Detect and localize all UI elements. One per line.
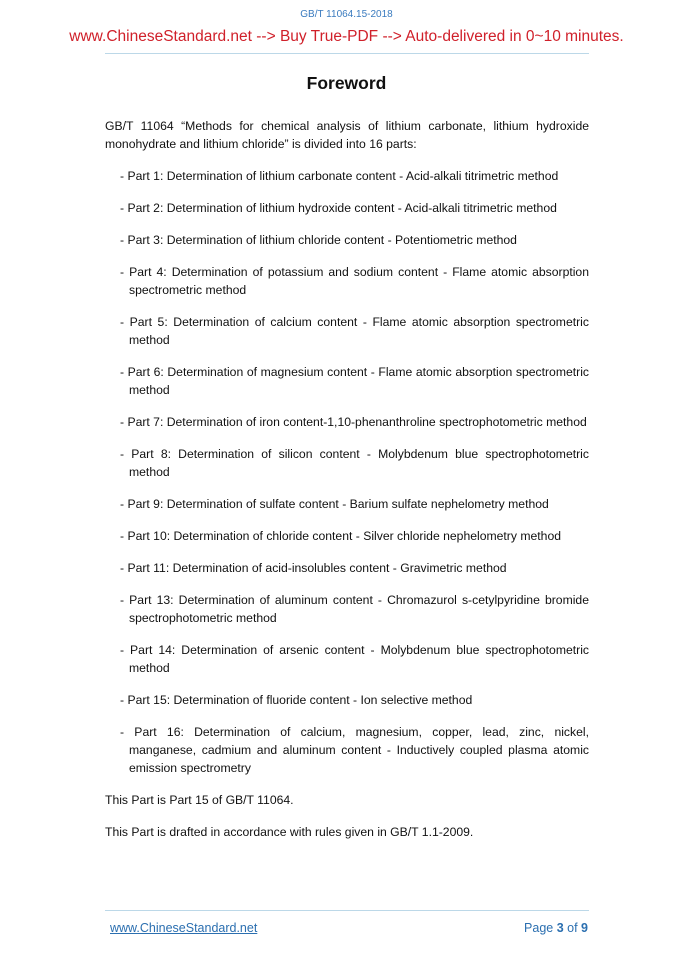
list-item: - Part 16: Determination of calcium, magnesium, copper, lead, zinc, nickel, manganese, cadmium and aluminum content - Inductively coupled plasma atomic emission spectrometry — [120, 725, 589, 775]
closing-paragraph: This Part is drafted in accordance with rules given in GB/T 1.1-2009. — [105, 825, 474, 839]
footer-divider — [105, 910, 589, 911]
list-item: - Part 7: Determination of iron content-1,10-phenanthroline spectrophotometric method — [120, 415, 587, 429]
list-item: - Part 8: Determination of silicon content - Molybdenum blue spectrophotometric method — [120, 447, 589, 479]
page-of-label: of — [563, 921, 582, 935]
list-item: - Part 15: Determination of fluoride content - Ion selective method — [120, 693, 473, 707]
list-item: - Part 14: Determination of arsenic content - Molybdenum blue spectrophotometric method — [120, 643, 589, 675]
document-body — [105, 117, 589, 855]
parts-list — [105, 167, 589, 777]
list-item: - Part 9: Determination of sulfate content - Barium sulfate nephelometry method — [120, 497, 549, 511]
intro-paragraph: GB/T 11064 “Methods for chemical analysis of lithium carbonate, lithium hydroxide monohydrate and lithium chloride” is divided into 16 parts: — [105, 119, 589, 151]
list-item: - Part 3: Determination of lithium chloride content - Potentiometric method — [120, 233, 517, 247]
list-item: - Part 11: Determination of acid-insolubles content - Gravimetric method — [120, 561, 507, 575]
page-indicator — [524, 921, 588, 935]
list-item: - Part 10: Determination of chloride content - Silver chloride nephelometry method — [120, 529, 561, 543]
banner-link[interactable]: www.ChineseStandard.net --> Buy True-PDF --> Auto-delivered in 0~10 minutes. — [69, 28, 624, 45]
list-item: - Part 13: Determination of aluminum content - Chromazurol s-cetylpyridine bromide spectrophotometric method — [120, 593, 589, 625]
list-item: - Part 6: Determination of magnesium content - Flame atomic absorption spectrometric method — [120, 365, 589, 397]
closing-paragraph: This Part is Part 15 of GB/T 11064. — [105, 793, 294, 807]
page-current: 3 — [556, 921, 564, 935]
page-label: Page — [524, 921, 557, 935]
page-title: Foreword — [306, 73, 387, 93]
footer-site-link[interactable]: www.ChineseStandard.net — [110, 921, 258, 935]
page-total: 9 — [581, 921, 588, 935]
list-item: - Part 2: Determination of lithium hydroxide content - Acid-alkali titrimetric method — [120, 201, 557, 215]
list-item: - Part 5: Determination of calcium content - Flame atomic absorption spectrometric method — [120, 315, 589, 347]
header-divider — [105, 53, 589, 54]
doc-code-header: GB/T 11064.15-2018 — [300, 9, 393, 20]
list-item: - Part 1: Determination of lithium carbonate content - Acid-alkali titrimetric method — [120, 169, 559, 183]
list-item: - Part 4: Determination of potassium and sodium content - Flame atomic absorption spectrometric method — [120, 265, 589, 297]
